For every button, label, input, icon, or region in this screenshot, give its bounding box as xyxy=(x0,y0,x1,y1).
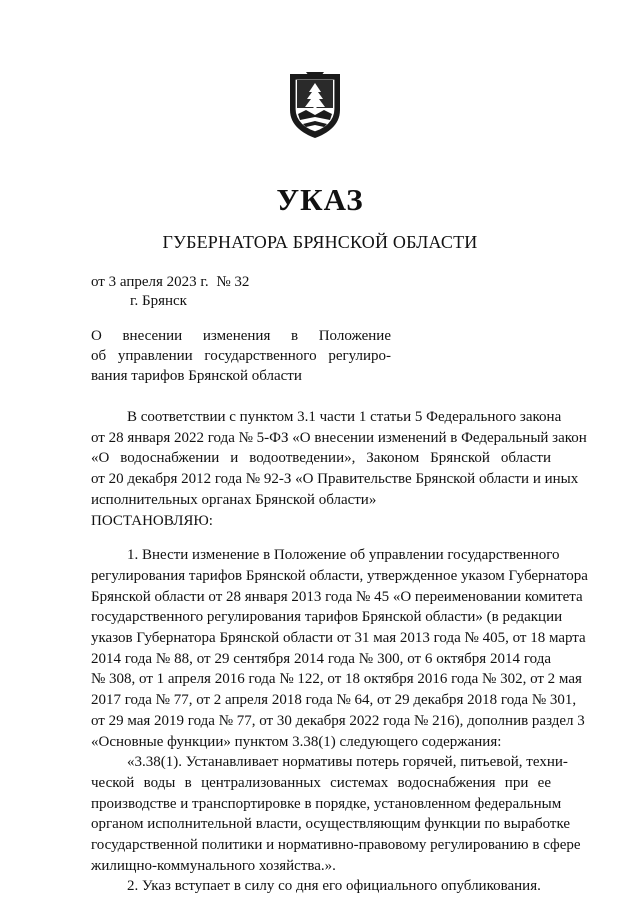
decree-subject xyxy=(91,326,391,386)
text-line: 2. Указ вступает в силу со дня его официального опубликования. xyxy=(127,878,541,895)
subject-line: О внесении изменения в Положение xyxy=(91,328,391,344)
text-line: государственной политики и нормативно-правовому регулированию в сфере xyxy=(91,837,581,854)
text-line: от 20 декабря 2012 года № 92-З «О Правительстве Брянской области и иных xyxy=(91,471,579,488)
text-line: от 28 января 2022 года № 5-ФЗ «О внесении изменений в Федеральный закон xyxy=(91,429,587,446)
quoted-amendment xyxy=(91,752,581,876)
text-line: В соответствии с пунктом 3.1 части 1 статьи 5 Федерального закона xyxy=(127,409,562,425)
text-line: 2014 года № 88, от 29 сентября 2014 года № 300, от 6 октября 2014 года xyxy=(91,650,551,667)
decree-city: г. Брянск xyxy=(130,293,187,309)
decree-date: от 3 апреля 2023 г. xyxy=(91,274,209,290)
text-line: органом исполнительной власти, осуществляющим функции по выработке xyxy=(91,816,571,833)
text-line: производстве и транспортировке в порядке, установленном федеральным xyxy=(91,795,562,812)
text-line: жилищно-коммунального хозяйства.». xyxy=(91,857,336,874)
text-line: ческой воды в централизованных системах водоснабжения при ее xyxy=(91,774,551,791)
text-line: исполнительных органах Брянской области» xyxy=(91,491,377,508)
text-line: «3.38(1). Устанавливает нормативы потерь горячей, питьевой, техни- xyxy=(127,754,568,771)
decree-number: № 32 xyxy=(216,274,250,290)
date-number-line xyxy=(91,274,253,291)
text-line: «О водоснабжении и водоотведении», Законом Брянской области xyxy=(91,450,551,467)
text-line: ПОСТАНОВЛЯЮ: xyxy=(91,512,213,529)
subject-line: вания тарифов Брянской области xyxy=(91,368,302,384)
text-line: 2017 года № 77, от 2 апреля 2018 года № 64, от 29 декабря 2018 года № 301, xyxy=(91,692,577,709)
text-line: № 308, от 1 апреля 2016 года № 122, от 18 октября 2016 года № 302, от 2 мая xyxy=(91,671,582,688)
item-1-paragraph xyxy=(91,545,588,752)
text-line: указов Губернатора Брянской области от 31 мая 2013 года № 405, от 18 марта xyxy=(91,630,586,647)
text-line: «Основные функции» пунктом 3.38(1) следующего содержания: xyxy=(91,733,502,750)
document-subtitle: ГУБЕРНАТОРА БРЯНСКОЙ ОБЛАСТИ xyxy=(162,232,478,252)
text-line: Брянской области от 28 января 2013 года № 45 «О переименовании комитета xyxy=(91,588,583,605)
text-line: регулирования тарифов Брянской области, утвержденное указом Губернатора xyxy=(91,567,588,584)
decree-word xyxy=(91,511,551,532)
document-title: УКАЗ xyxy=(276,182,364,217)
bryansk-coat-of-arms-icon xyxy=(286,70,344,140)
preamble-paragraph xyxy=(91,407,587,511)
text-line: от 29 мая 2019 года № 77, от 30 декабря 2022 года № 216), дополнив раздел 3 xyxy=(91,712,585,729)
text-line: государственного регулирования тарифов Брянской области» (в редакции xyxy=(91,609,563,626)
subject-line: об управлении государственного регулиро- xyxy=(91,348,391,364)
text-line: 1. Внести изменение в Положение об управлении государственного xyxy=(127,547,560,564)
decree-body xyxy=(91,407,588,897)
item-2-paragraph xyxy=(91,876,551,897)
